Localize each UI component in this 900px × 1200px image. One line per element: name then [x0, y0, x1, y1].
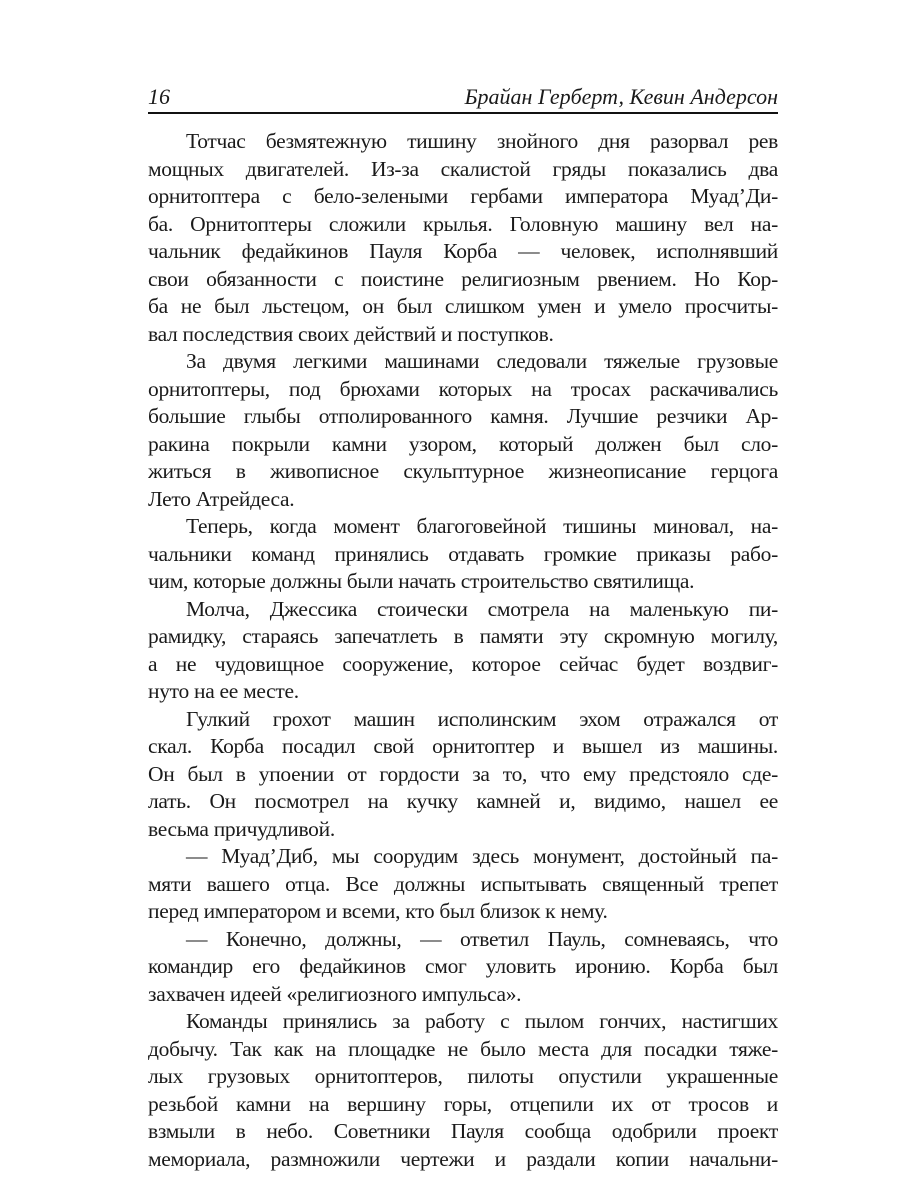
text-line: чальник федайкинов Пауля Корба — человек, исполнявший	[148, 239, 778, 263]
text-line: перед императором и всеми, кто был близок к нему.	[148, 899, 608, 923]
text-line: рамидку, стараясь запечатлеть в памяти эту скромную могилу,	[148, 624, 778, 648]
text-line: скал. Корба посадил свой орнитоптер и вышел из машины.	[148, 734, 778, 758]
text-line: мяти вашего отца. Все должны испытывать священный трепет	[148, 871, 778, 896]
text-line: командир его федайкинов смог уловить иронию. Корба был	[148, 954, 778, 978]
text-line: Молча, Джессика стоически смотрела на маленькую пи-	[186, 596, 778, 621]
text-line: мемориала, размножили чертежи и раздали копии начальни-	[148, 1146, 778, 1171]
text-line: захвачен идеей «религиозного импульса».	[148, 981, 522, 1006]
running-header	[148, 84, 778, 114]
text-line: чальники команд принялись отдавать громкие приказы рабо-	[148, 541, 778, 566]
paragraph	[148, 513, 778, 596]
text-line: ба. Орнитоптеры сложили крылья. Головную машину вел на-	[148, 211, 778, 236]
text-line: лать. Он посмотрел на кучку камней и, видимо, нашел ее	[148, 789, 778, 813]
paragraph	[148, 348, 778, 513]
text-line: житься в живописное скульптурное жизнеописание герцога	[148, 459, 778, 483]
running-title-authors: Брайан Герберт, Кевин Андерсон	[464, 84, 778, 109]
text-line: Гулкий грохот машин исполинским эхом отражался от	[186, 706, 778, 731]
text-line: орнитоптера с бело-зелеными гербами императора Муад’Ди-	[148, 184, 778, 208]
page-body-text	[148, 128, 778, 1173]
text-line: взмыли в небо. Советники Пауля сообща одобрили проект	[148, 1119, 778, 1143]
text-line: ба не был льстецом, он был слишком умен и умело просчиты-	[148, 294, 778, 318]
text-line: Лето Атрейдеса.	[148, 486, 295, 511]
paragraph	[148, 706, 778, 844]
paragraph	[148, 128, 778, 348]
paragraph	[148, 1008, 778, 1173]
text-line: Теперь, когда момент благоговейной тишины миновал, на-	[186, 514, 778, 538]
page-number: 16	[148, 84, 170, 109]
paragraph	[148, 843, 778, 926]
text-line: За двумя легкими машинами следовали тяжелые грузовые	[186, 349, 778, 373]
text-line: свои обязанности с поистине религиозным рвением. Но Кор-	[148, 266, 778, 291]
text-line: нуто на ее месте.	[148, 679, 299, 703]
text-line: чим, которые должны были начать строительство святилища.	[148, 569, 695, 593]
text-line: добычу. Так как на площадке не было места для посадки тяже-	[148, 1036, 778, 1061]
text-line: — Конечно, должны, — ответил Пауль, сомневаясь, что	[186, 926, 778, 951]
text-line: Тотчас безмятежную тишину знойного дня разорвал рев	[186, 129, 778, 153]
text-line: большие глыбы отполированного камня. Лучшие резчики Ар-	[148, 404, 778, 428]
paragraph	[148, 926, 778, 1009]
text-line: орнитоптеры, под брюхами которых на тросах раскачивались	[148, 376, 778, 401]
text-line: а не чудовищное сооружение, которое сейчас будет воздвиг-	[148, 651, 778, 676]
text-line: резьбой камни на вершину горы, отцепили их от тросов и	[148, 1091, 778, 1116]
text-line: — Муад’Диб, мы соорудим здесь монумент, достойный па-	[186, 844, 778, 868]
text-line: мощных двигателей. Из-за скалистой гряды показались два	[148, 156, 778, 181]
text-line: весьма причудливой.	[148, 816, 335, 841]
text-line: лых грузовых орнитоптеров, пилоты опустили украшенные	[148, 1064, 778, 1088]
text-line: Команды принялись за работу с пылом гончих, настигших	[186, 1009, 778, 1033]
paragraph	[148, 596, 778, 706]
text-line: вал последствия своих действий и поступков.	[148, 321, 554, 346]
text-line: ракина покрыли камни узором, который должен был сло-	[148, 431, 778, 456]
text-line: Он был в упоении от гордости за то, что ему предстояло сде-	[148, 761, 778, 786]
